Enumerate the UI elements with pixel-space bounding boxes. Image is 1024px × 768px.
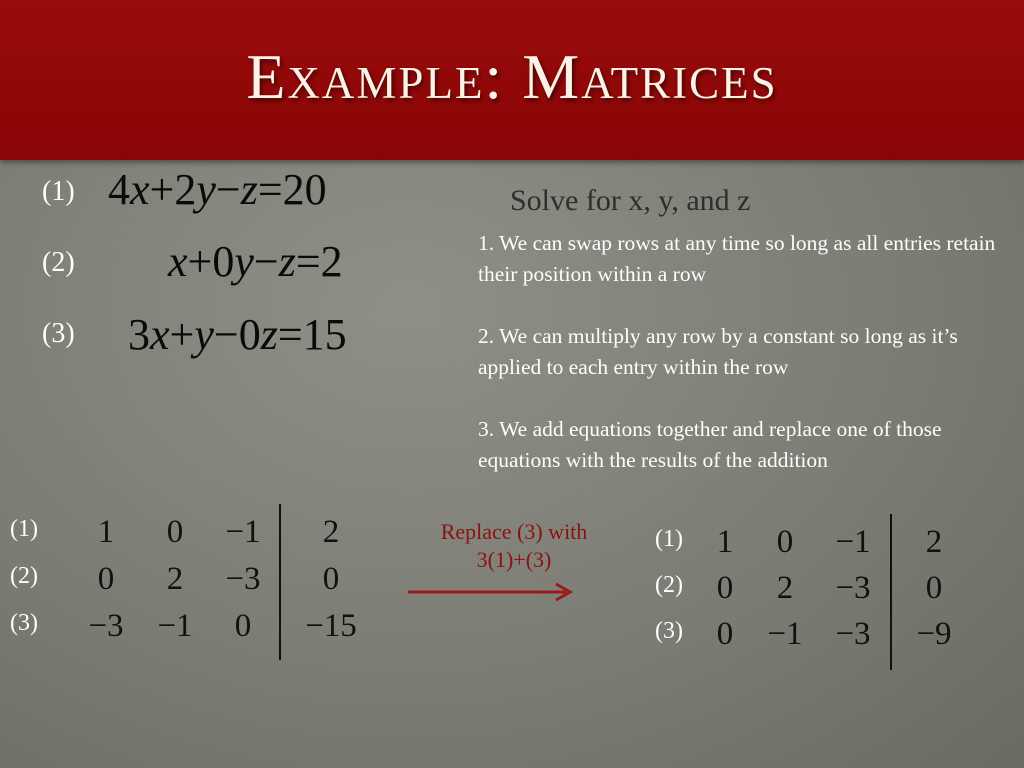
title-bar (0, 0, 1024, 160)
matrix-cell: 0 (716, 616, 734, 652)
matrix-row-label: (3) (10, 610, 38, 636)
matrix-cell: −3 (835, 570, 871, 606)
right-arrow-icon (406, 580, 578, 604)
solve-heading: Solve for x, y, and z (510, 184, 751, 217)
matrix-cell: 2 (322, 514, 340, 550)
equation-label: (1) (42, 176, 75, 207)
matrix-cell: 0 (925, 570, 943, 606)
equation: 4x+2y−z=20 (108, 165, 327, 214)
rules-list (478, 228, 998, 507)
matrix-cell: −1 (225, 514, 261, 550)
matrix-cell: 0 (716, 570, 734, 606)
matrix-cell: 2 (925, 524, 943, 560)
equation-label: (3) (42, 318, 75, 349)
matrix-cell: −3 (835, 616, 871, 652)
matrix-cell: 0 (166, 514, 184, 550)
equation: 3x+y−0z=15 (128, 310, 347, 359)
matrix-cell: −9 (916, 616, 952, 652)
matrix-cell: −1 (835, 524, 871, 560)
matrix-cell: 0 (97, 561, 115, 597)
rule-item: 2. We can multiply any row by a constant so long as it’s applied to each entry within the row (478, 324, 958, 379)
matrix-cell: 0 (322, 561, 340, 597)
row-operation-label (416, 518, 612, 574)
matrix-cell: 2 (166, 561, 184, 597)
matrix-cell: 0 (234, 608, 252, 644)
matrix-cell: 1 (716, 524, 734, 560)
matrix-cell: 0 (776, 524, 794, 560)
matrix-cell: −1 (157, 608, 193, 644)
matrix-cell: 2 (776, 570, 794, 606)
matrix-cell: −1 (767, 616, 803, 652)
matrix-cell: 1 (97, 514, 115, 550)
row-operation-line: 3(1)+(3) (476, 547, 552, 572)
matrix-row-label: (2) (655, 572, 683, 598)
rule-item: 3. We add equations together and replace one of those equations with the results of the addition (478, 417, 942, 472)
row-operation-line: Replace (3) with (440, 519, 588, 544)
equation: x+0y−z=2 (168, 237, 343, 286)
augment-divider (279, 504, 281, 660)
matrix-cell: −3 (225, 561, 261, 597)
rule-item: 1. We can swap rows at any time so long as all entries retain their position within a row (478, 231, 996, 286)
matrix-row-label: (2) (10, 563, 38, 589)
matrix-cell: −15 (305, 608, 357, 644)
matrix-row-label: (1) (10, 516, 38, 542)
equation-label: (2) (42, 247, 75, 278)
matrix-row-label: (3) (655, 618, 683, 644)
matrix-cell: −3 (88, 608, 124, 644)
slide-title: Example: Matrices (246, 41, 778, 112)
augment-divider (890, 514, 892, 670)
matrix-row-label: (1) (655, 526, 683, 552)
